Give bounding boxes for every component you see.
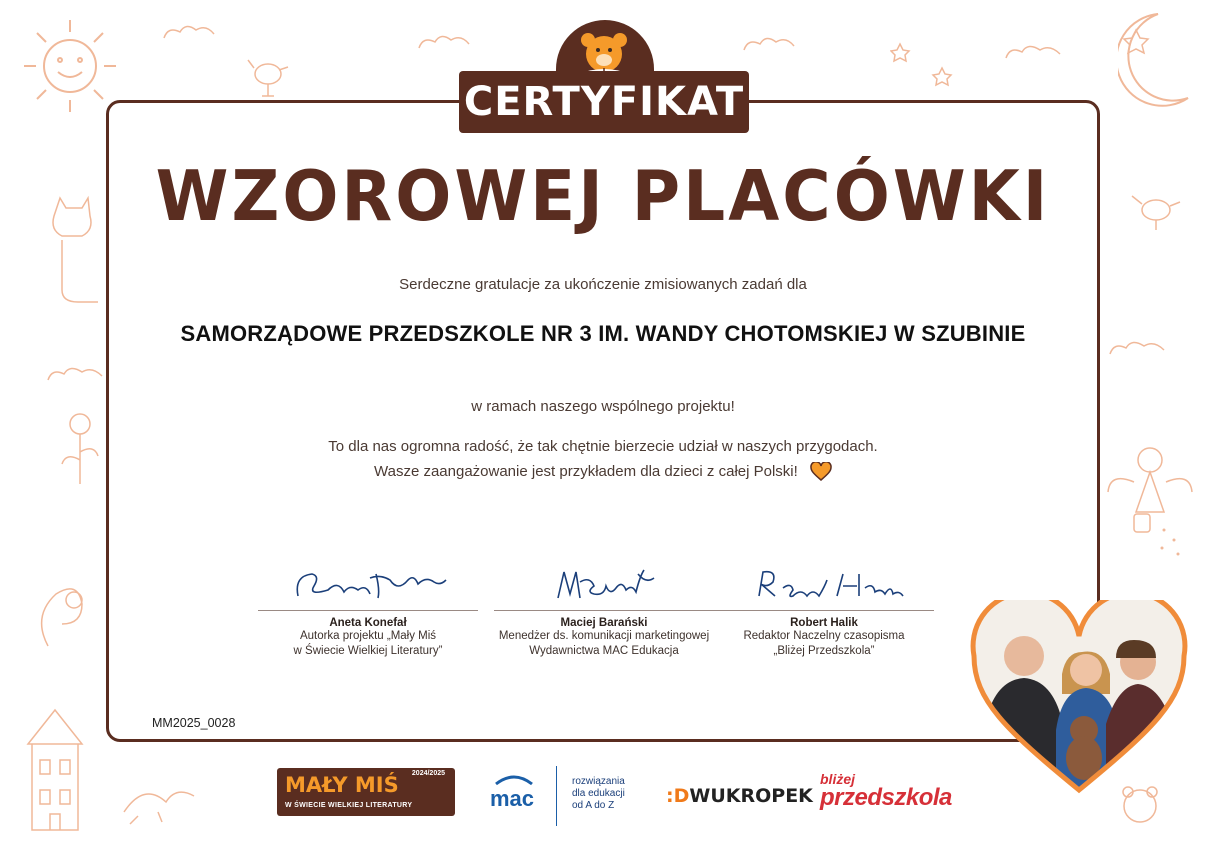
- maly-mis-subtitle: W ŚWIECIE WIELKIEJ LITERATURY: [285, 802, 413, 809]
- signatory-role-2b: Wydawnictwa MAC Edukacja: [529, 645, 679, 657]
- bird-doodle: [246, 48, 290, 100]
- mac-tagline: [572, 776, 642, 812]
- intro-text: Serdeczne gratulacje za ukończenie zmisiowanych zadań dla: [399, 276, 807, 293]
- signatory-role-3b: „Bliżej Przedszkola”: [773, 645, 875, 657]
- cloud-doodle-1: [160, 22, 220, 44]
- maly-mis-logo: [277, 768, 455, 816]
- maly-mis-year: 2024/2025: [411, 770, 445, 777]
- certificate-badge: [459, 71, 749, 133]
- signatory-name-1: Aneta Konefał: [329, 617, 407, 629]
- cloud-doodle-3: [740, 34, 800, 56]
- bird-doodle-bottom: [118, 772, 200, 826]
- signature-block-3: [714, 560, 934, 659]
- dwukropek-mark: :D: [666, 785, 690, 807]
- joy-text-line-2-content: Wasze zaangażowanie jest przykładem dla dzieci z całej Polski!: [374, 462, 798, 480]
- joy-text-line-2: [106, 462, 1100, 482]
- signature-line-1: [258, 610, 478, 611]
- signature-line-2: [494, 610, 714, 611]
- sun-doodle: [18, 14, 122, 118]
- mac-divider: [556, 766, 557, 826]
- mac-logo-word: mac: [490, 786, 535, 811]
- blizej-top: bliżej: [820, 771, 856, 787]
- signature-line-3: [714, 610, 934, 611]
- dwukropek-word: WUKROPEK: [689, 785, 813, 807]
- handwritten-signature-1: [278, 560, 458, 608]
- stars-doodle: [890, 40, 960, 90]
- moon-doodle: [1118, 10, 1192, 110]
- mac-tagline-2: dla edukacji: [572, 788, 625, 799]
- blizej-przedszkola-logo: [820, 772, 950, 810]
- signature-block-1: [258, 560, 478, 659]
- maly-mis-title: MAŁY MIŚ: [285, 773, 399, 797]
- cat-doodle: [48, 190, 106, 310]
- blizej-bottom: przedszkola: [820, 784, 952, 811]
- mac-tagline-3: od A do Z: [572, 800, 615, 811]
- mac-tagline-1: rozwiązania: [572, 776, 625, 787]
- signatory-role-3a: Redaktor Naczelny czasopisma: [743, 630, 905, 642]
- mac-wave-icon: [494, 774, 534, 786]
- team-photo-heart: [966, 600, 1192, 800]
- handwritten-signature-3: [729, 560, 919, 608]
- signature-block-2: [494, 560, 714, 659]
- joy-text-line-1: To dla nas ogromna radość, że tak chętnie bierzecie udział w naszych przygodach.: [328, 438, 878, 455]
- signatory-name-2: Maciej Barański: [560, 617, 648, 629]
- dwukropek-logo: [666, 785, 813, 807]
- badge-title: CERTYFIKAT: [463, 79, 745, 125]
- cloud-doodle-4: [1002, 40, 1066, 64]
- cloud-doodle-2: [415, 32, 475, 54]
- signatory-name-3: Robert Halik: [790, 617, 858, 629]
- handwritten-signature-2: [514, 560, 694, 608]
- certificate-headline: WZOROWEJ PLACÓWKI: [155, 156, 1051, 237]
- fairy-doodle: [1104, 430, 1196, 570]
- institution-name: SAMORZĄDOWE PRZEDSZKOLE NR 3 IM. WANDY CHOTOMSKIEJ W SZUBINIE: [180, 321, 1026, 346]
- heart-icon: [810, 462, 832, 482]
- cloud-doodle-5: [1106, 336, 1170, 360]
- cloud-doodle-6: [44, 362, 106, 386]
- signatory-role-2a: Menedżer ds. komunikacji marketingowej: [498, 630, 710, 642]
- flower-doodle: [54, 400, 106, 490]
- squirrel-doodle: [28, 576, 98, 656]
- project-text: w ramach naszego wspólnego projektu!: [471, 398, 735, 415]
- signatory-role-1a: Autorka projektu „Mały Miś: [299, 630, 437, 642]
- bird-doodle-right: [1128, 186, 1184, 234]
- house-doodle: [12, 704, 98, 834]
- certificate-code: MM2025_0028: [152, 716, 236, 730]
- signatory-role-1b: w Świecie Wielkiej Literatury”: [293, 645, 443, 657]
